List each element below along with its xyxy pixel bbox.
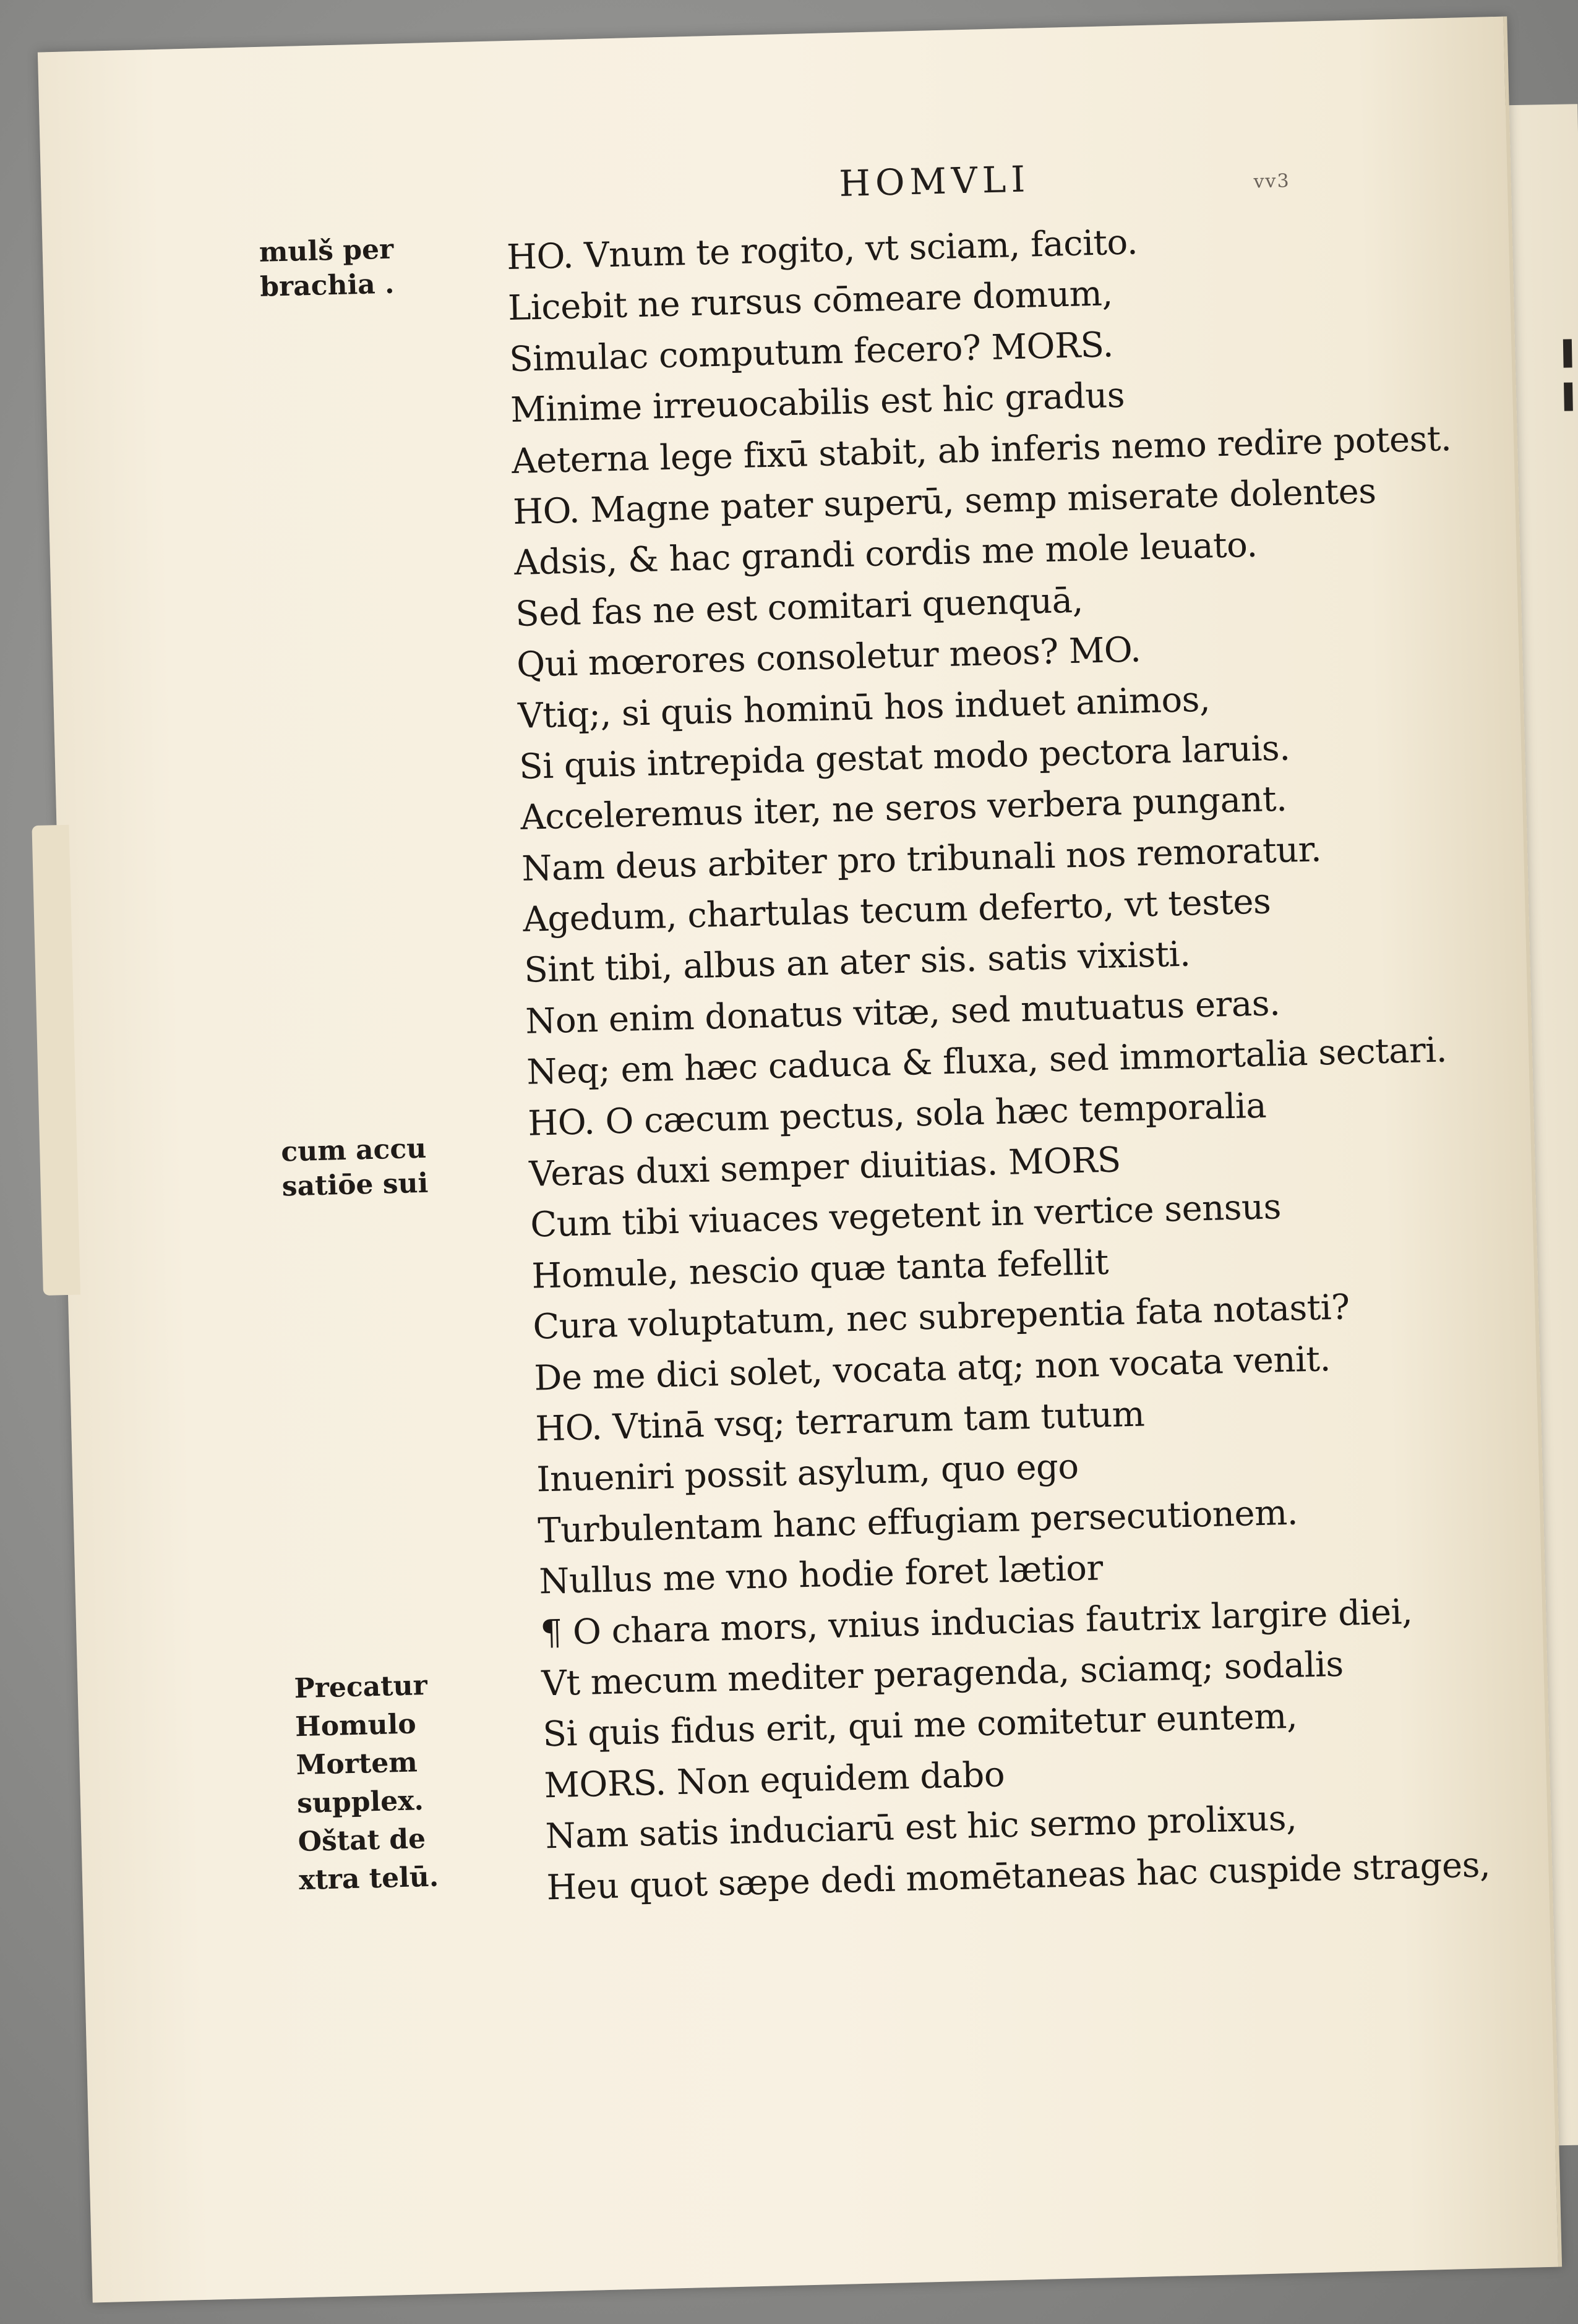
- verse-line: ¶ O chara mors, vnius inducias fautrix largire diei,: [539, 1591, 1413, 1654]
- verse-line: Licebit ne rursus cōmeare domum,: [507, 273, 1113, 329]
- verse-line: Adsis, & hac grandi cordis me mole leuato.: [513, 524, 1258, 584]
- verse-line: Non enim donatus vitæ, sed mutuatus eras.: [525, 983, 1280, 1042]
- facing-page-ink-mark: [1563, 339, 1572, 367]
- verse-line: Acceleremus iter, ne seros verbera pungant.: [520, 779, 1288, 839]
- verse-line: Vt mecum mediter peragenda, sciamq; sodalis: [541, 1644, 1344, 1704]
- verse-text: [506, 208, 1549, 1914]
- verse-line: Minime irreuocabilis est hic gradus: [510, 375, 1125, 431]
- verse-line: Veras duxi semper diuitias. MORS: [528, 1140, 1121, 1195]
- page-mark: vv3: [1253, 170, 1290, 193]
- margin-note-line: cum accu: [280, 1132, 427, 1168]
- verse-line: De me dici solet, vocata atq; non vocata venit.: [533, 1338, 1331, 1399]
- margin-note-line: Homulo: [294, 1708, 417, 1743]
- verse-line: Sint tibi, albus an ater sis. satis vixisti.: [523, 934, 1191, 991]
- verse-line: Nam deus arbiter pro tribunali nos remoratur.: [521, 829, 1322, 889]
- verse-line: Qui mœrores consoletur meos? MO.: [516, 630, 1141, 686]
- verse-line: Heu quot sæpe dedi momētaneas hac cuspide strages,: [546, 1844, 1491, 1908]
- verse-line: Si quis intrepida gestat modo pectora laruis.: [518, 728, 1291, 787]
- verse-line: HO. Magne pater superū, semp miserate dolentes: [512, 471, 1377, 532]
- margin-note-line: Oštat de: [298, 1823, 426, 1858]
- verse-line: Nullus me vno hodie foret lætior: [538, 1548, 1104, 1602]
- margin-note-line: mulš per: [259, 233, 394, 268]
- margin-note-line: satiōe sui: [281, 1167, 429, 1203]
- verse-line: Si quis fidus erit, qui me comitetur euntem,: [542, 1696, 1298, 1755]
- margin-note-line: Mortem: [296, 1746, 418, 1782]
- verse-line: Homule, nescio quæ tanta fefellit: [531, 1242, 1109, 1297]
- verse-line: HO. O cæcum pectus, sola hæc temporalia: [527, 1085, 1267, 1144]
- margin-note-2: [281, 1132, 429, 1205]
- verse-line: Inueniri possit asylum, quo ego: [536, 1446, 1079, 1500]
- verse-line: HO. Vnum te rogito, vt sciam, facito.: [506, 222, 1138, 278]
- verse-line: Nam satis induciarū est hic sermo prolixus,: [544, 1798, 1298, 1857]
- margin-note-line: xtra telū.: [298, 1861, 439, 1897]
- verse-line: Vtiq;, si quis hominū hos induet animos,: [517, 679, 1211, 737]
- verse-line: HO. Vtinā vsq; terrarum tam tutum: [534, 1394, 1145, 1450]
- verse-line: Agedum, chartulas tecum deferto, vt testes: [522, 881, 1272, 940]
- verse-line: Cura voluptatum, nec subrepentia fata notasti?: [532, 1287, 1350, 1348]
- verse-line: Aeterna lege fixū stabit, ab inferis nemo redire potest.: [511, 418, 1452, 482]
- printed-page: [38, 17, 1562, 2303]
- margin-note-line: Precatur: [294, 1669, 428, 1705]
- verse-line: Simulac computum fecero? MORS.: [508, 325, 1114, 380]
- running-title: HOMVLI: [838, 158, 1031, 205]
- facing-page-ink-mark: [1564, 382, 1573, 411]
- verse-line: Turbulentam hanc effugiam persecutionem.: [537, 1492, 1298, 1552]
- margin-note-line: brachia .: [259, 268, 395, 303]
- verse-line: Neq; em hæc caduca & fluxa, sed immortalia sectari.: [526, 1030, 1447, 1093]
- margin-note-1: [259, 233, 395, 305]
- margin-note-3: [294, 1667, 439, 1900]
- verse-line: Sed fas ne est comitari quenquā,: [515, 580, 1084, 634]
- verse-line: Cum tibi viuaces vegetent in vertice sensus: [530, 1187, 1282, 1246]
- margin-note-line: supplex.: [296, 1785, 424, 1820]
- verse-line: MORS. Non equidem dabo: [543, 1754, 1005, 1806]
